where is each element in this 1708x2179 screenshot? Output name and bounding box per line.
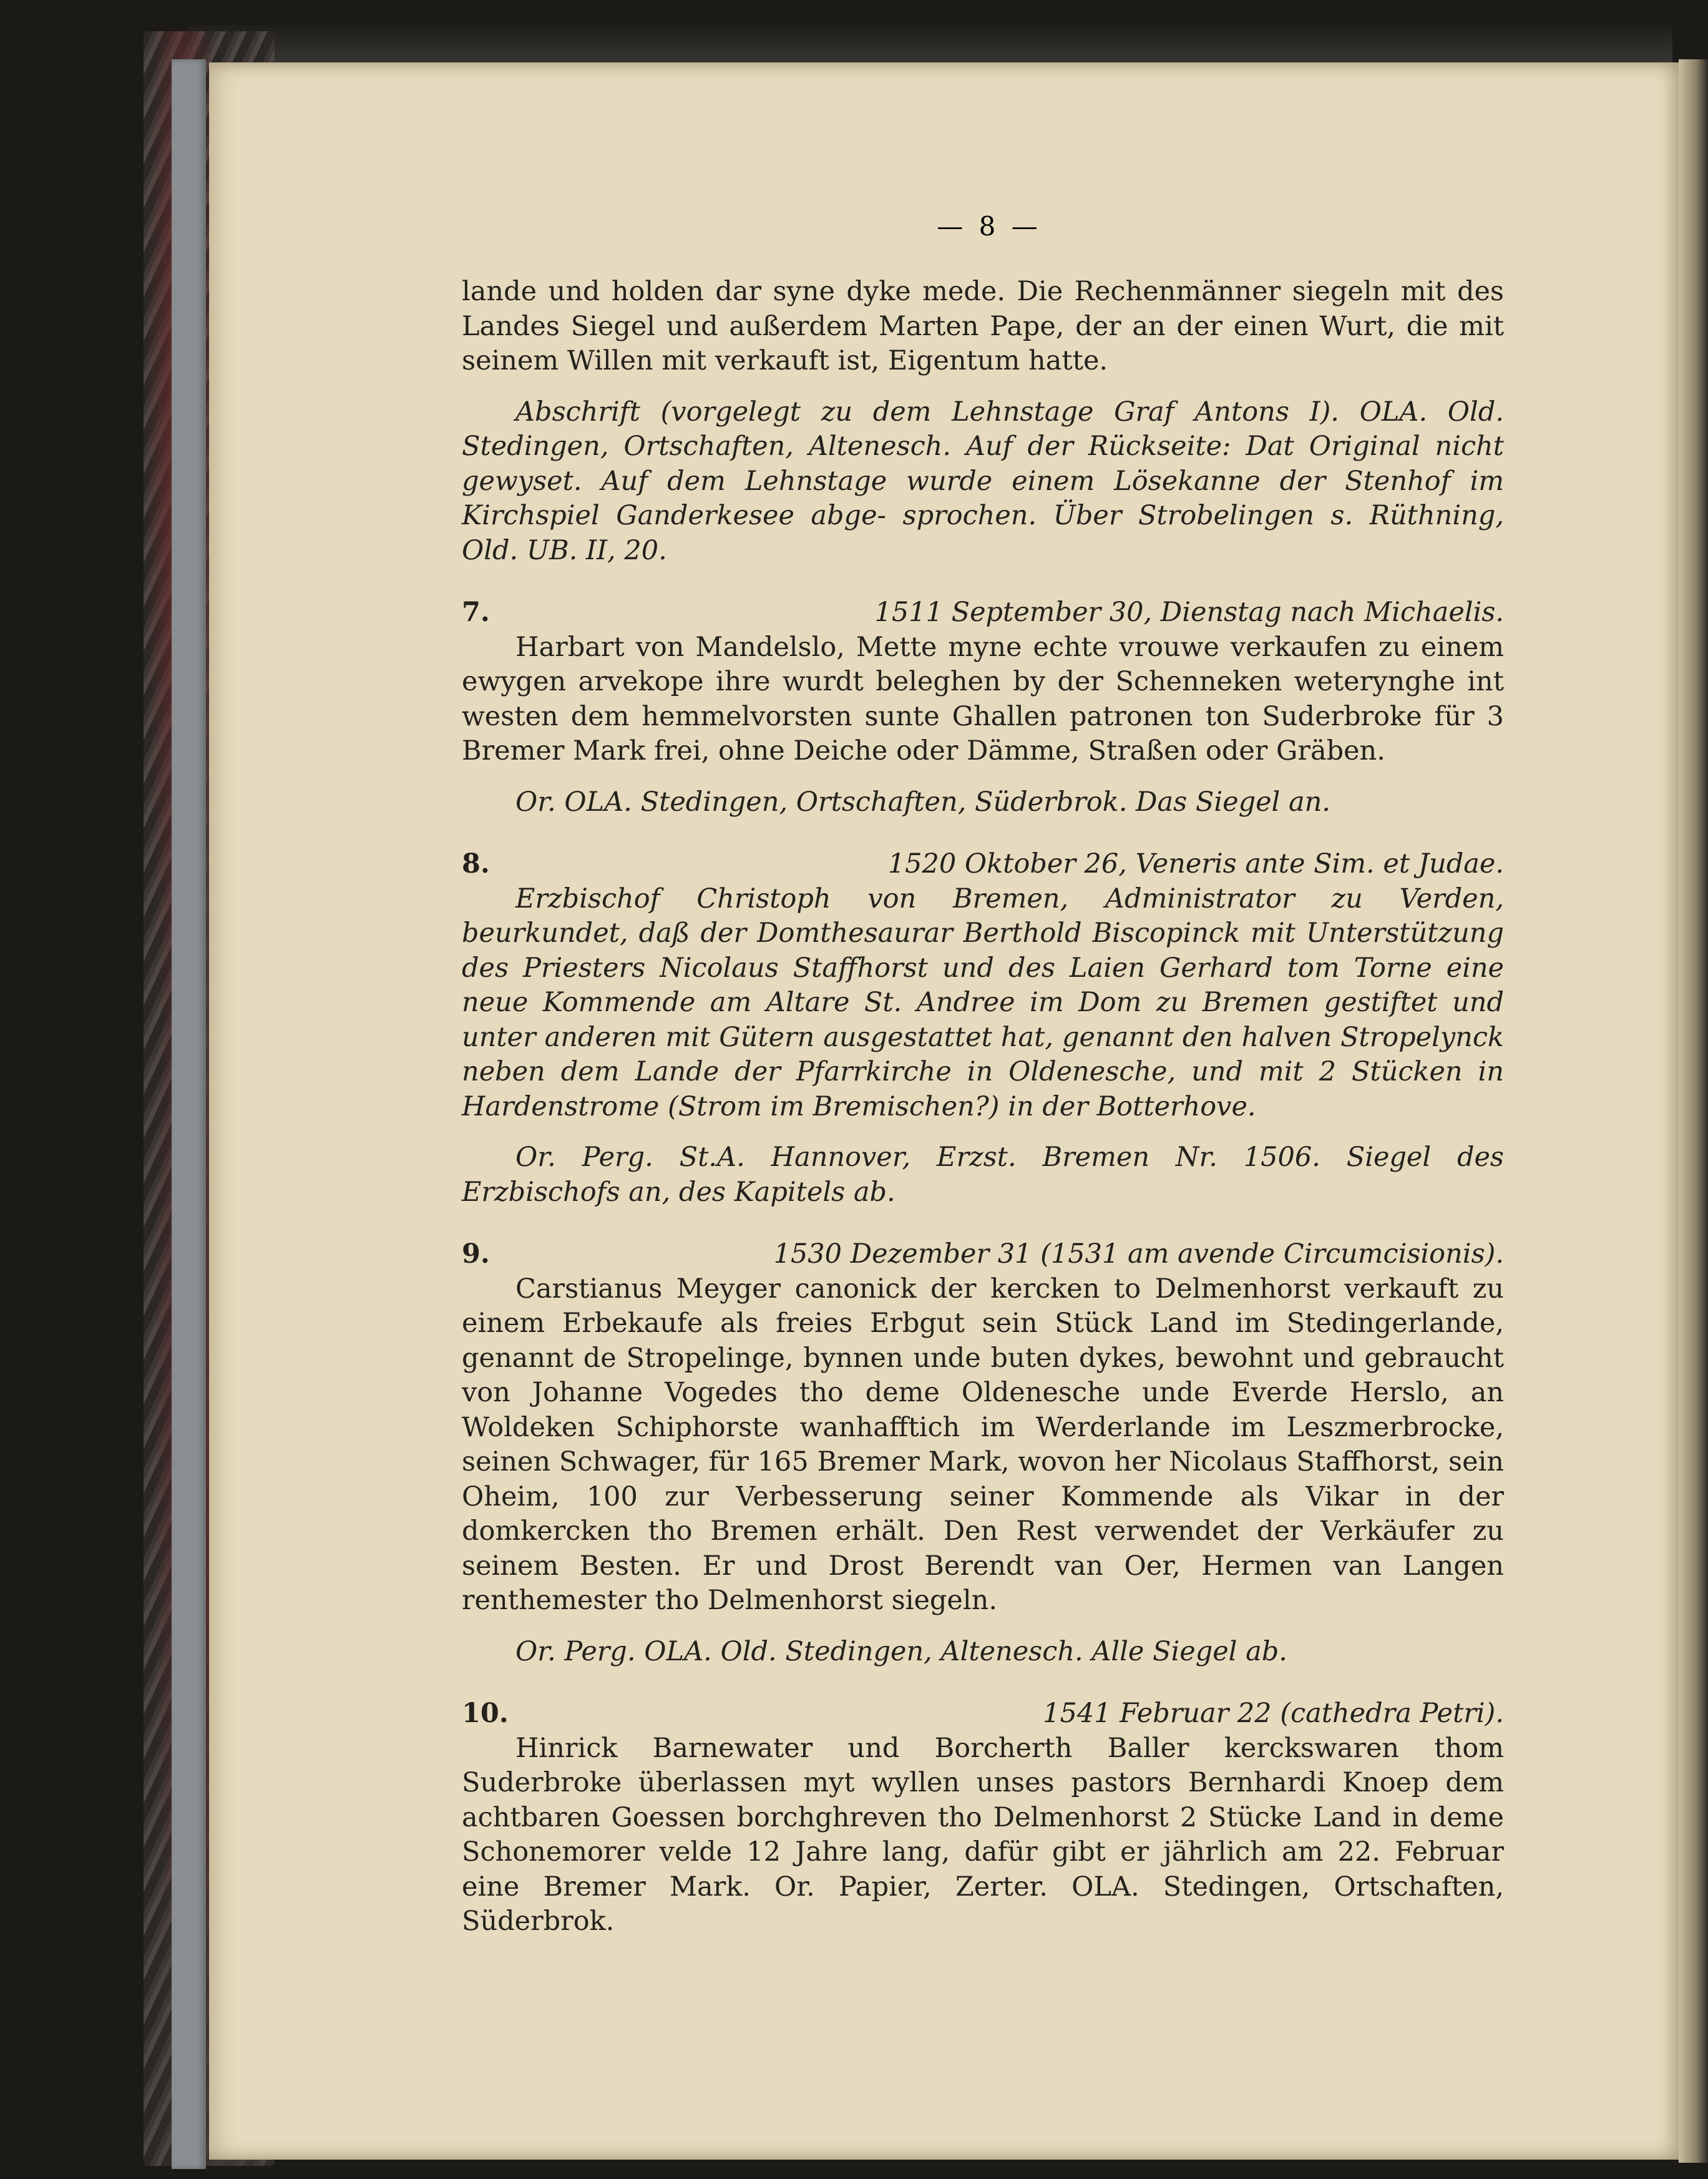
entry-9 <box>462 1237 1504 1669</box>
page-edge <box>1679 59 1708 2163</box>
entry-number: 8. <box>462 848 490 879</box>
entry-date: 1530 Dezember 31 (1531 am avende Circumcisionis). <box>773 1238 1504 1270</box>
entry-number: 10. <box>462 1698 509 1729</box>
entry-text: Erzbischof Christoph von Bremen, Administrator zu Verden, beurkundet, daß der Domthesaurar Berthold Biscopinck mit Unterstützung des Priesters Nicolaus Staffhorst und des Laien Gerhard tom Torne eine neue Kommende am Altare St. Andree im Dom zu Bremen gestiftet und unter anderen mit Gütern ausgestattet hat, genannt den halven Stropelynck neben dem Lande der Pfarrkirche in Oldenesche, und mit 2 Stücken in Hardenstrome (Strom im Bremischen?) in der Botterhove. <box>462 883 1504 1122</box>
paragraph-continuation: lande und holden dar syne dyke mede. Die Rechenmänner siegeln mit des Landes Siegel und außerdem Marten Pape, der an der einen Wurt, die mit seinem Willen mit verkauft ist, Eigentum hatte. <box>462 276 1504 376</box>
entry-10 <box>462 1697 1504 1939</box>
entry-number: 9. <box>462 1238 490 1270</box>
page-number: — 8 — <box>937 211 1042 242</box>
entry-date: 1511 September 30, Dienstag nach Michaelis. <box>874 597 1504 628</box>
entry-number: 7. <box>462 597 490 628</box>
entry-8 <box>462 847 1504 1210</box>
entry-date: 1520 Oktober 26, Veneris ante Sim. et Judae. <box>887 848 1504 879</box>
entry-text: Hinrick Barnewater und Borcherth Baller kerckswaren thom Suderbroke überlassen myt wyllen unses pastors Bernhardi Knoep dem achtbaren Goessen borchghreven tho Delmenhorst 2 Stücke Land in deme Schonemorer velde 12 Jahre lang, dafür gibt er jährlich am 22. Februar eine Bremer Mark. Or. Papier, Zerter. OLA. Stedingen, Ortschaften, Süderbrok. <box>462 1732 1504 1937</box>
entry-text: Harbart von Mandelslo, Mette myne echte vrouwe verkaufen zu einem ewygen arvekope ihre wurdt beleghen by der Schenneken weterynghe int westen dem hemmelvorsten sunte Ghallen patronen ton Suderbroke für 3 Bremer Mark frei, ohne Deiche oder Dämme, Straßen oder Gräben. <box>462 631 1504 766</box>
entry-source: Or. OLA. Stedingen, Ortschaften, Süderbrok. Das Siegel an. <box>515 786 1330 818</box>
entry-7 <box>462 595 1504 820</box>
entry-source: Or. Perg. OLA. Old. Stedingen, Altenesch. Alle Siegel ab. <box>515 1635 1287 1667</box>
entry-text: Carstianus Meyger canonick der kercken to Delmenhorst verkauft zu einem Erbekaufe als freies Erbgut sein Stück Land im Stedingerlande, genannt de Stropelinge, bynnen unde buten dykes, bewohnt und gebraucht von Johanne Vogedes tho deme Oldenesche unde Everde Herslo, an Woldeken Schiphorste wanhafftich im Werderlande im Leszmerbrocke, seinen Schwager, für 165 Bremer Mark, wovon her Nicolaus Staffhorst, sein Oheim, 100 zur Verbesserung seiner Kommende als Vikar in der domkercken tho Bremen erhält. Den Rest verwendet der Verkäufer zu seinem Besten. Er und Drost Berendt van Oer, Hermen van Langen renthemester tho Delmenhorst siegeln. <box>462 1273 1504 1616</box>
page-text <box>462 275 1504 1939</box>
cover-strip <box>172 59 206 2169</box>
entry-source: Or. Perg. St.A. Hannover, Erzst. Bremen Nr. 1506. Siegel des Erzbischofs an, des Kapitels ab. <box>462 1142 1504 1208</box>
paragraph-source: Abschrift (vorgelegt zu dem Lehnstage Graf Antons I). OLA. Old. Stedingen, Ortschaften, Altenesch. Auf der Rückseite: Dat Original nicht gewyset. Auf dem Lehnstage wurde einem Lösekanne der Stenhof im Kirchspiel Ganderkesee abge- sprochen. Über Strobelingen s. Rüthning, Old. UB. II, 20. <box>462 396 1505 566</box>
entry-date: 1541 Februar 22 (cathedra Petri). <box>1043 1698 1504 1729</box>
